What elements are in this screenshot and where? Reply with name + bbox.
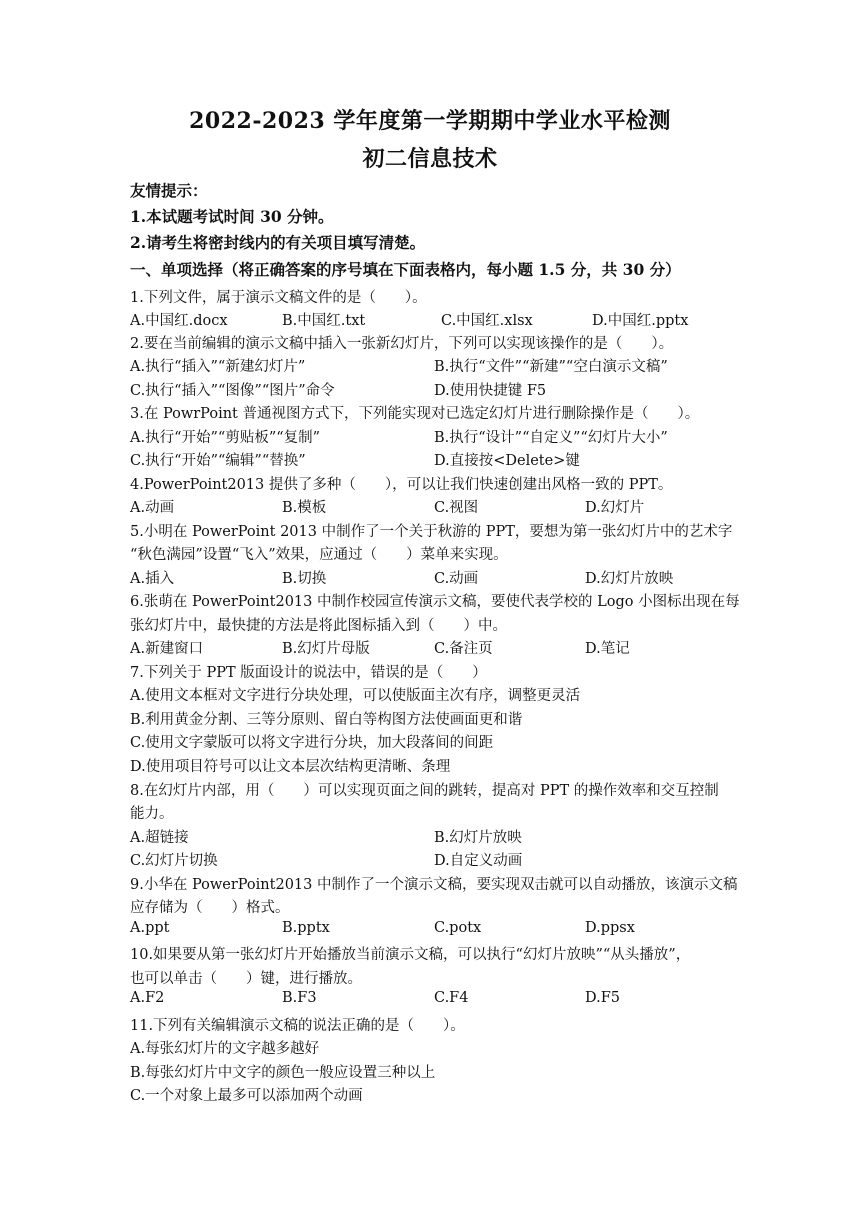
question-stem: 1.下列文件，属于演示文稿文件的是（ ）。 [130, 290, 427, 306]
option-c: C.使用文字蒙版可以将文字进行分块，加大段落间的间距 [130, 735, 494, 751]
option-c: C.中国红.xlsx [441, 313, 533, 329]
option-a: A.F2 [130, 990, 165, 1006]
option-c: C.动画 [434, 571, 479, 587]
option-a: A.执行“插入”“新建幻灯片” [130, 359, 306, 375]
option-d: D.幻灯片放映 [585, 571, 674, 587]
option-b: B.pptx [282, 920, 330, 936]
option-d: D.幻灯片 [585, 500, 645, 516]
option-b: B.幻灯片放映 [434, 830, 522, 846]
tip-item: 1.本试题考试时间 30 分钟。 [130, 207, 334, 226]
option-c: C.视图 [434, 500, 479, 516]
option-b: B.利用黄金分割、三等分原则、留白等构图方法使画面更和谐 [130, 712, 523, 728]
option-d: D.直接按<Delete>键 [434, 453, 580, 469]
question-stem: 7.下列关于 PPT 版面设计的说法中，错误的是（ ） [130, 665, 487, 681]
option-a: A.使用文本框对文字进行分块处理，可以使版面主次有序，调整更灵活 [130, 688, 581, 704]
option-a: A.动画 [130, 500, 175, 516]
option-a: A.插入 [130, 571, 175, 587]
option-c: C.F4 [434, 990, 469, 1006]
option-c: C.potx [434, 920, 482, 936]
question-stem: 3.在 PowrPoint 普通视图方式下，下列能实现对已选定幻灯片进行删除操作是（ ）。 [130, 406, 700, 422]
option-c: C.执行“开始”“编辑”“替换” [130, 453, 306, 469]
question-stem: 能力。 [130, 806, 174, 822]
option-a: A.ppt [130, 920, 170, 936]
question-stem: 6.张萌在 PowerPoint2013 中制作校园宣传演示文稿，要使代表学校的 Logo 小图标出现在每 [130, 594, 740, 610]
option-a: A.新建窗口 [130, 641, 204, 657]
question-stem: 2.要在当前编辑的演示文稿中插入一张新幻灯片，下列可以实现该操作的是（ ）。 [130, 336, 674, 352]
option-b: B.模板 [282, 500, 327, 516]
page-title: 2022-2023 学年度第一学期期中学业水平检测 [189, 108, 671, 134]
option-a: A.执行“开始”“剪贴板”“复制” [130, 430, 321, 446]
question-stem: 11.下列有关编辑演示文稿的说法正确的是（ ）。 [130, 1018, 465, 1034]
option-b: B.F3 [282, 990, 317, 1006]
option-a: A.中国红.docx [130, 313, 228, 329]
option-d: D.使用快捷键 F5 [434, 383, 547, 399]
option-a: A.超链接 [130, 830, 189, 846]
question-stem: 张幻灯片中，最快捷的方法是将此图标插入到（ ）中。 [130, 618, 507, 634]
option-d: D.自定义动画 [434, 853, 523, 869]
question-stem: 4.PowerPoint2013 提供了多种（ ），可以让我们快速创建出风格一致的 PPT。 [130, 477, 673, 493]
option-d: D.笔记 [585, 641, 630, 657]
tips-heading: 友情提示： [130, 181, 208, 200]
option-d: D.使用项目符号可以让文本层次结构更清晰、条理 [130, 759, 451, 775]
option-d: D.中国红.pptx [592, 313, 689, 329]
option-c: C.幻灯片切换 [130, 853, 218, 869]
option-c: C.备注页 [434, 641, 493, 657]
option-b: B.每张幻灯片中文字的颜色一般应设置三种以上 [130, 1065, 436, 1081]
option-c: C.一个对象上最多可以添加两个动画 [130, 1088, 363, 1104]
question-stem: 8.在幻灯片内部，用（ ）可以实现页面之间的跳转，提高对 PPT 的操作效率和交互控制 [130, 783, 719, 799]
question-stem: 应存储为（ ）格式。 [130, 900, 290, 916]
tip-item: 2.请考生将密封线内的有关项目填写清楚。 [130, 233, 426, 252]
question-stem: 也可以单击（ ）键，进行播放。 [130, 971, 362, 987]
option-d: D.F5 [585, 990, 621, 1006]
question-stem: 10.如果要从第一张幻灯片开始播放当前演示文稿，可以执行“幻灯片放映”“从头播放”， [130, 947, 691, 963]
option-b: B.执行“设计”“自定义”“幻灯片大小” [434, 430, 668, 446]
option-b: B.中国红.txt [282, 313, 366, 329]
question-stem: 9.小华在 PowerPoint2013 中制作了一个演示文稿，要实现双击就可以自动播放，该演示文稿 [130, 877, 738, 893]
option-b: B.幻灯片母版 [282, 641, 370, 657]
option-d: D.ppsx [585, 920, 635, 936]
option-c: C.执行“插入”“图像”“图片”命令 [130, 383, 335, 399]
option-b: B.切换 [282, 571, 327, 587]
question-stem: “秋色满园”设置“飞入”效果，应通过（ ）菜单来实现。 [130, 547, 508, 563]
section-heading: 一、单项选择（将正确答案的序号填在下面表格内，每小题 1.5 分，共 30 分） [130, 260, 681, 279]
option-b: B.执行“文件”“新建”“空白演示文稿” [434, 359, 668, 375]
page-subtitle: 初二信息技术 [362, 146, 498, 172]
option-a: A.每张幻灯片的文字越多越好 [130, 1041, 320, 1057]
question-stem: 5.小明在 PowerPoint 2013 中制作了一个关于秋游的 PPT，要想为第一张幻灯片中的艺术字 [130, 524, 733, 540]
